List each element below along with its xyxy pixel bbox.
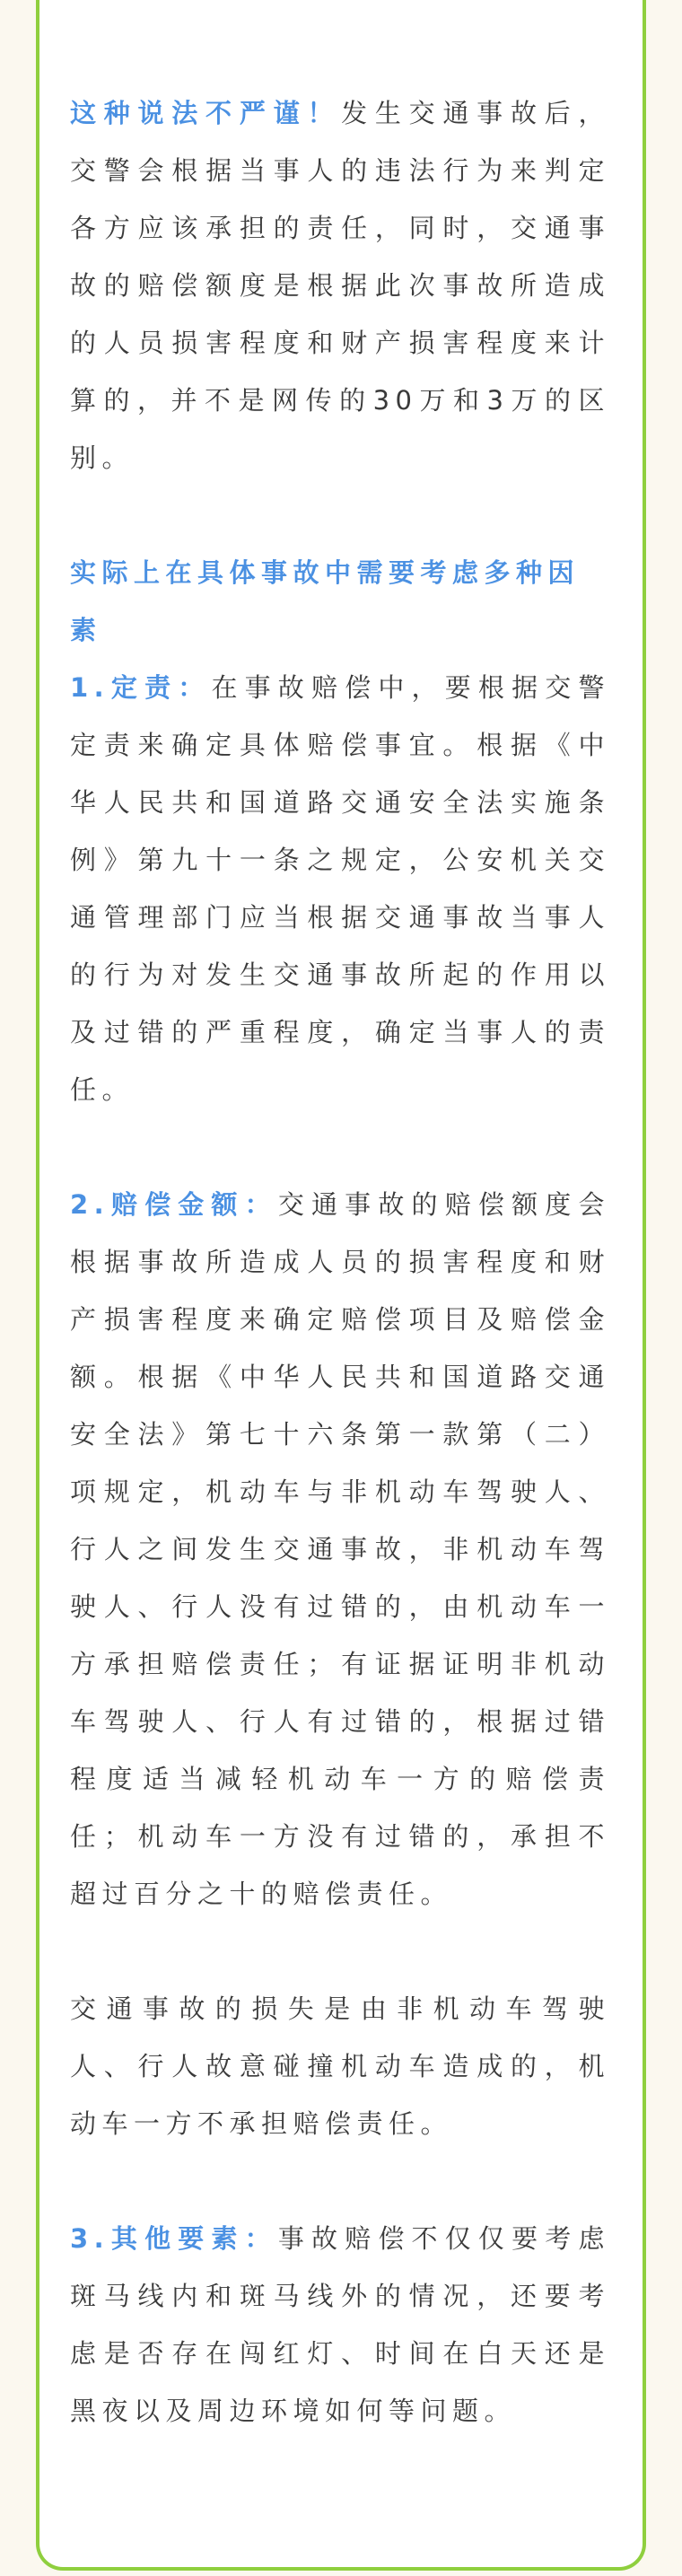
intro-label: 这种说法不严谨！ [70, 98, 342, 128]
item-2-paragraph [70, 1176, 610, 1923]
item-3-label: 3.其他要素： [70, 2223, 278, 2254]
article-content [70, 84, 610, 2440]
spacer [70, 486, 610, 544]
spacer [70, 1923, 610, 1980]
item-2-label: 2.赔偿金额： [70, 1189, 278, 1220]
note-paragraph: 交通事故的损失是由非机动车驾驶人、行人故意碰撞机动车造成的，机动车一方不承担赔偿责任。 [70, 1993, 610, 2139]
item-1-paragraph [70, 659, 610, 1118]
intro-text: 发生交通事故后，交警会根据当事人的违法行为来判定各方应该承担的责任，同时，交通事故的赔偿额度是根据此次事故所造成的人员损害程度和财产损害程度来计算的，并不是网传的30万和3万的区别。 [70, 98, 610, 473]
spacer [70, 1118, 610, 1176]
spacer [70, 2152, 610, 2210]
factors-heading: 实际上在具体事故中需要考虑多种因素 [70, 557, 581, 645]
item-2-text: 交通事故的赔偿额度会根据事故所造成人员的损害程度和财产损害程度来确定赔偿项目及赔偿金额。根据《中华人民共和国道路交通安全法》第七十六条第一款第（二）项规定，机动车与非机动车驾驶人、行人之间发生交通事故，非机动车驾驶人、行人没有过错的，由机动车一方承担赔偿责任；有证据证明非机动车驾驶人、行人有过错的，根据过错程度适当减轻机动车一方的赔偿责任；机动车一方没有过错的，承担不超过百分之十的赔偿责任。 [70, 1189, 610, 1909]
item-1-label: 1.定责： [70, 672, 212, 703]
item-3-paragraph [70, 2210, 610, 2440]
intro-paragraph [70, 84, 610, 486]
item-1-text: 在事故赔偿中，要根据交警定责来确定具体赔偿事宜。根据《中华人民共和国道路交通安全法实施条例》第九十一条之规定，公安机关交通管理部门应当根据交通事故当事人的行为对发生交通事故所起的作用以及过错的严重程度，确定当事人的责任。 [70, 672, 610, 1105]
item-3-text: 事故赔偿不仅仅要考虑斑马线内和斑马线外的情况，还要考虑是否存在闯红灯、时间在白天还是黑夜以及周边环境如何等问题。 [70, 2223, 610, 2426]
